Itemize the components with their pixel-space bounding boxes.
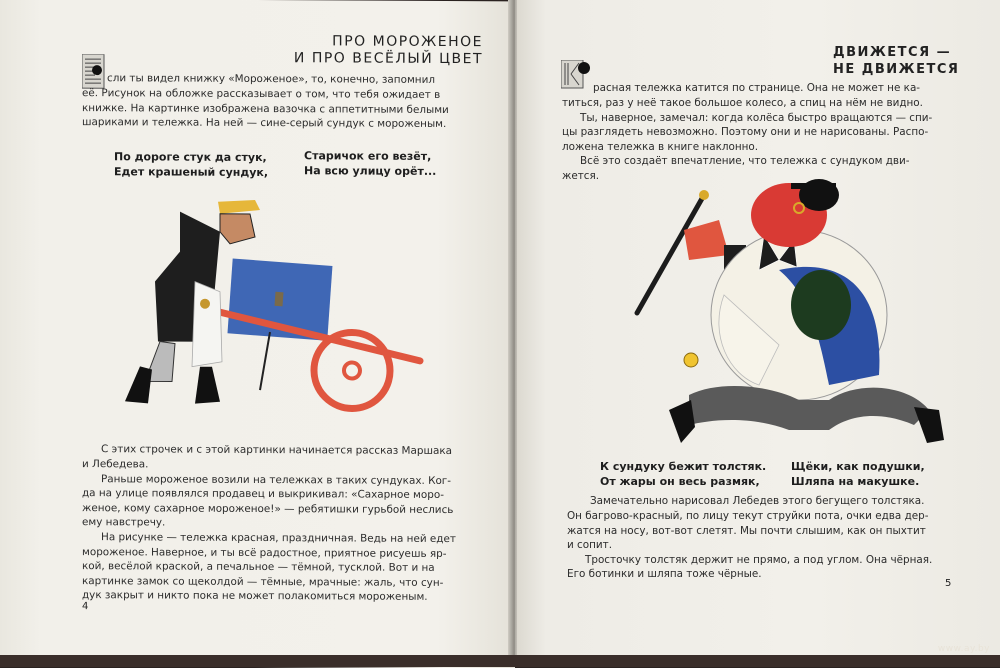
text-line: женое, кому сахарное мороженое!» — ребятишки гурьбой неслись bbox=[82, 501, 456, 518]
verse-line: К сундуку бежит толстяк. bbox=[600, 459, 766, 474]
text-line: и Лебедева. bbox=[82, 457, 456, 474]
text-line: дук закрыт и никто пока не может полакомиться мороженым. bbox=[82, 588, 456, 605]
text-line: картинке замок со щеколдой — тёмные, мрачные: жаль, что сун- bbox=[82, 574, 456, 591]
page-number-right: 5 bbox=[945, 578, 951, 589]
green-sleeve bbox=[791, 270, 851, 340]
left-body bbox=[82, 457, 456, 605]
text-line: Ты, наверное, замечал: когда колёса быстро вращаются — спи- bbox=[562, 111, 932, 126]
text-line: ему навстречу. bbox=[82, 515, 456, 532]
verse-line: От жары он весь размяк, bbox=[600, 474, 766, 489]
text-line: книжке. На картинке изображена вазочка с аппетитными белыми bbox=[82, 101, 449, 118]
text-line: цы разглядеть невозможно. Поэтому они и не нарисованы. Распо- bbox=[562, 125, 932, 140]
right-intro bbox=[562, 96, 932, 184]
right-page bbox=[517, 0, 1000, 667]
verse-block-right bbox=[791, 459, 925, 489]
cart-stand bbox=[260, 332, 270, 390]
text-line: На рисунке — тележка красная, праздничная. Ведь на ней едет bbox=[82, 530, 456, 547]
vendor-cap bbox=[218, 200, 260, 214]
title-line: НЕ ДВИЖЕТСЯ bbox=[833, 61, 959, 78]
verse-block-left bbox=[114, 149, 268, 180]
verse-line: Шляпа на макушке. bbox=[791, 474, 925, 489]
raised-hand bbox=[684, 220, 729, 260]
vendor-face bbox=[220, 214, 255, 244]
right-page-title bbox=[833, 44, 959, 78]
text-line: шариками и тележка. На ней — сине-серый сундук с мороженым. bbox=[82, 115, 449, 132]
title-line: И ПРО ВЕСЁЛЫЙ ЦВЕТ bbox=[294, 50, 483, 68]
title-line: ПРО МОРОЖЕНОЕ bbox=[294, 33, 483, 51]
text-line: Замечательно нарисовал Лебедев этого бегущего толстяка. bbox=[572, 494, 924, 509]
left-intro-paragraph bbox=[107, 71, 435, 87]
left-body-first bbox=[101, 442, 452, 458]
verse-line: Щёки, как подушки, bbox=[791, 459, 925, 474]
text-line: титься, раз у неё такое большое колесо, а спиц на нём не видно. bbox=[562, 96, 932, 111]
right-body-first bbox=[572, 494, 924, 509]
dropcap-e-icon bbox=[82, 54, 108, 90]
text-line: Тросточку толстяк держит не прямо, а под углом. Она чёрная. bbox=[567, 553, 932, 568]
text-line: да на улице появлялся продавец и выкрикивал: «Сахарное моро- bbox=[82, 486, 456, 503]
title-line: ДВИЖЕТСЯ — bbox=[833, 44, 959, 61]
table-surface bbox=[0, 655, 1000, 667]
verse-line: По дороге стук да стук, bbox=[114, 149, 268, 165]
text-line: мороженое. Наверное, и ты всё радостное, приятное рисуешь яр- bbox=[82, 545, 456, 562]
page-number-left: 4 bbox=[82, 601, 88, 612]
verse-block-left bbox=[600, 459, 766, 489]
trunk-lock-icon bbox=[275, 292, 284, 307]
text-line: ложена тележка в книге наклонно. bbox=[562, 140, 932, 155]
running-fat-man-illustration bbox=[629, 175, 999, 455]
text-line: расная тележка катится по странице. Она не может не ка- bbox=[593, 81, 920, 96]
text-line: кой, весёлой краской, а печальное — тёмной, тусклой. Вот и на bbox=[82, 559, 456, 576]
dropcap-k-icon bbox=[561, 60, 591, 90]
left-page-title bbox=[294, 33, 483, 68]
right-intro-first bbox=[593, 81, 920, 96]
watch-charm-icon bbox=[684, 353, 698, 367]
verse-line: Едет крашеный сундук, bbox=[114, 164, 268, 180]
verse-line: Старичок его везёт, bbox=[304, 148, 436, 164]
left-shoe bbox=[669, 400, 695, 443]
text-line: Его ботинки и шляпа тоже чёрные. bbox=[567, 567, 932, 582]
text-line: сли ты видел книжку «Мороженое», то, конечно, запомнил bbox=[107, 71, 435, 87]
text-line: и сопит. bbox=[567, 538, 932, 553]
right-body bbox=[567, 509, 932, 582]
text-line: жется. bbox=[562, 169, 932, 184]
ice-cream-vendor-illustration bbox=[120, 191, 440, 418]
left-intro-paragraph-cont bbox=[82, 86, 449, 132]
text-line: С этих строчек и с этой картинки начинается рассказ Маршака bbox=[101, 442, 452, 458]
vendor-apron bbox=[192, 282, 222, 367]
right-shoe bbox=[914, 407, 944, 443]
verse-block-right bbox=[304, 148, 436, 179]
verse-line: На всю улицу орёт... bbox=[304, 163, 436, 179]
text-line: жатся на носу, вот-вот слетят. Мы почти слышим, как он пыхтит bbox=[567, 524, 932, 539]
watermark: www.ay.by bbox=[938, 644, 990, 654]
text-line: Он багрово-красный, по лицу текут струйки пота, очки едва дер- bbox=[567, 509, 932, 524]
text-line: Всё это создаёт впечатление, что тележка с сундуком дви- bbox=[562, 154, 932, 169]
text-line: Раньше мороженое возили на тележках в таких сундуках. Ког- bbox=[82, 472, 456, 489]
text-line: её. Рисунок на обложке рассказывает о том, что тебя ожидает в bbox=[82, 86, 449, 103]
